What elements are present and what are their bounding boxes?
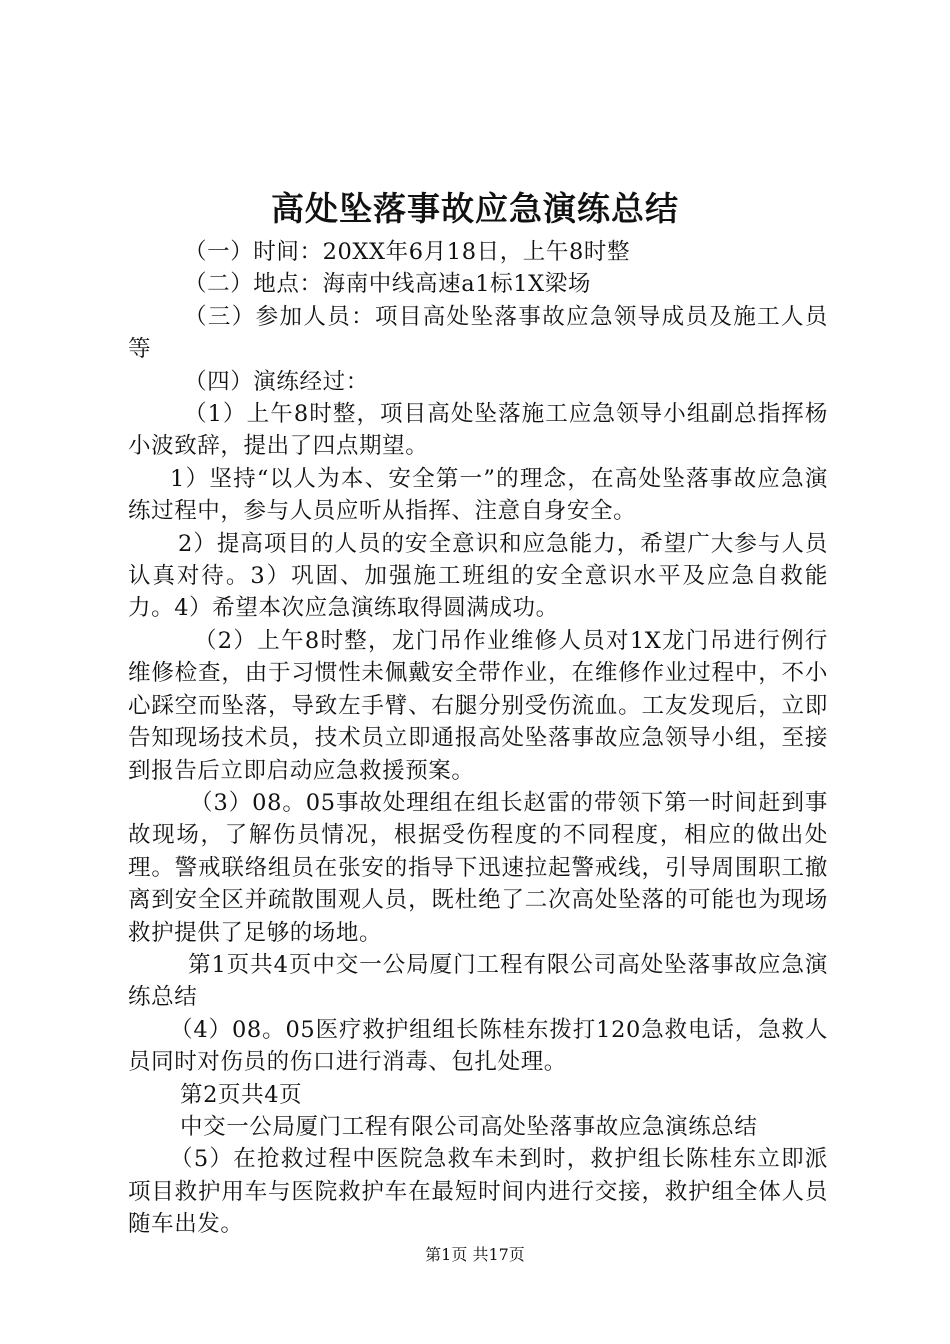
paragraph-step-3: （3）08。05事故处理组在组长赵雷的带领下第一时间赶到事故现场，了解伤员情况，根据受伤程度的不同程度，相应的做出处理。警戒联络组员在张安的指导下迅速拉起警戒线，引导周围职工撤离到安全区并疏散围观人员，既杜绝了二次高处坠落的可能也为现场救护提供了足够的场地。: [128, 789, 828, 946]
paragraph-step-5: （5）在抢救过程中医院急救车未到时，救护组长陈桂东立即派项目救护用车与医院救护车在最短时间内进行交接，救护组全体人员随车出发。: [128, 1146, 828, 1238]
paragraph-company-header: 中交一公局厦门工程有限公司高处坠落事故应急演练总结: [180, 1113, 758, 1140]
paragraph-participants: （三）参加人员：项目高处坠落事故应急领导成员及施工人员等: [128, 303, 828, 363]
paragraph-expectation-2-4: 2）提高项目的人员的安全意识和应急能力，希望广大参与人员认真对待。3）巩固、加强施工班组的安全意识水平及应急自救能力。4）希望本次应急演练取得圆满成功。: [128, 530, 828, 622]
paragraph-step-2: （2）上午8时整，龙门吊作业维修人员对1X龙门吊进行例行维修检查，由于习惯性未佩戴安全带作业，在维修作业过程中，不小心踩空而坠落，导致左手臂、右腿分别受伤流血。工友发现后，立即告知现场技术员，技术员立即通报高处坠落事故应急领导小组，至接到报告后立即启动应急救援预案。: [128, 627, 828, 784]
page-footer: 第1页 共17页: [425, 1245, 525, 1264]
paragraph-page-break-1: 第1页共4页中交一公局厦门工程有限公司高处坠落事故应急演练总结: [128, 951, 828, 1011]
paragraph-drill-process: （四）演练经过：: [184, 368, 369, 395]
paragraph-expectation-1: 1）坚持“以人为本、安全第一”的理念，在高处坠落事故应急演练过程中，参与人员应听从指挥、注意自身安全。: [128, 465, 828, 525]
document-body: [128, 236, 828, 1241]
paragraph-step-1: （1）上午8时整，项目高处坠落施工应急领导小组副总指挥杨小波致辞，提出了四点期望。: [128, 401, 828, 460]
paragraph-location: （二）地点：海南中线高速a1标1X梁场: [184, 271, 591, 298]
document-title: 高处坠落事故应急演练总结: [271, 189, 679, 228]
paragraph-time: （一）时间：20XX年6月18日，上午8时整: [184, 239, 631, 265]
paragraph-step-4: （4）08。05医疗救护组组长陈桂东拨打120急救电话，急救人员同时对伤员的伤口进行消毒、包扎处理。: [128, 1016, 828, 1076]
paragraph-page-marker: 第2页共4页: [180, 1081, 303, 1108]
